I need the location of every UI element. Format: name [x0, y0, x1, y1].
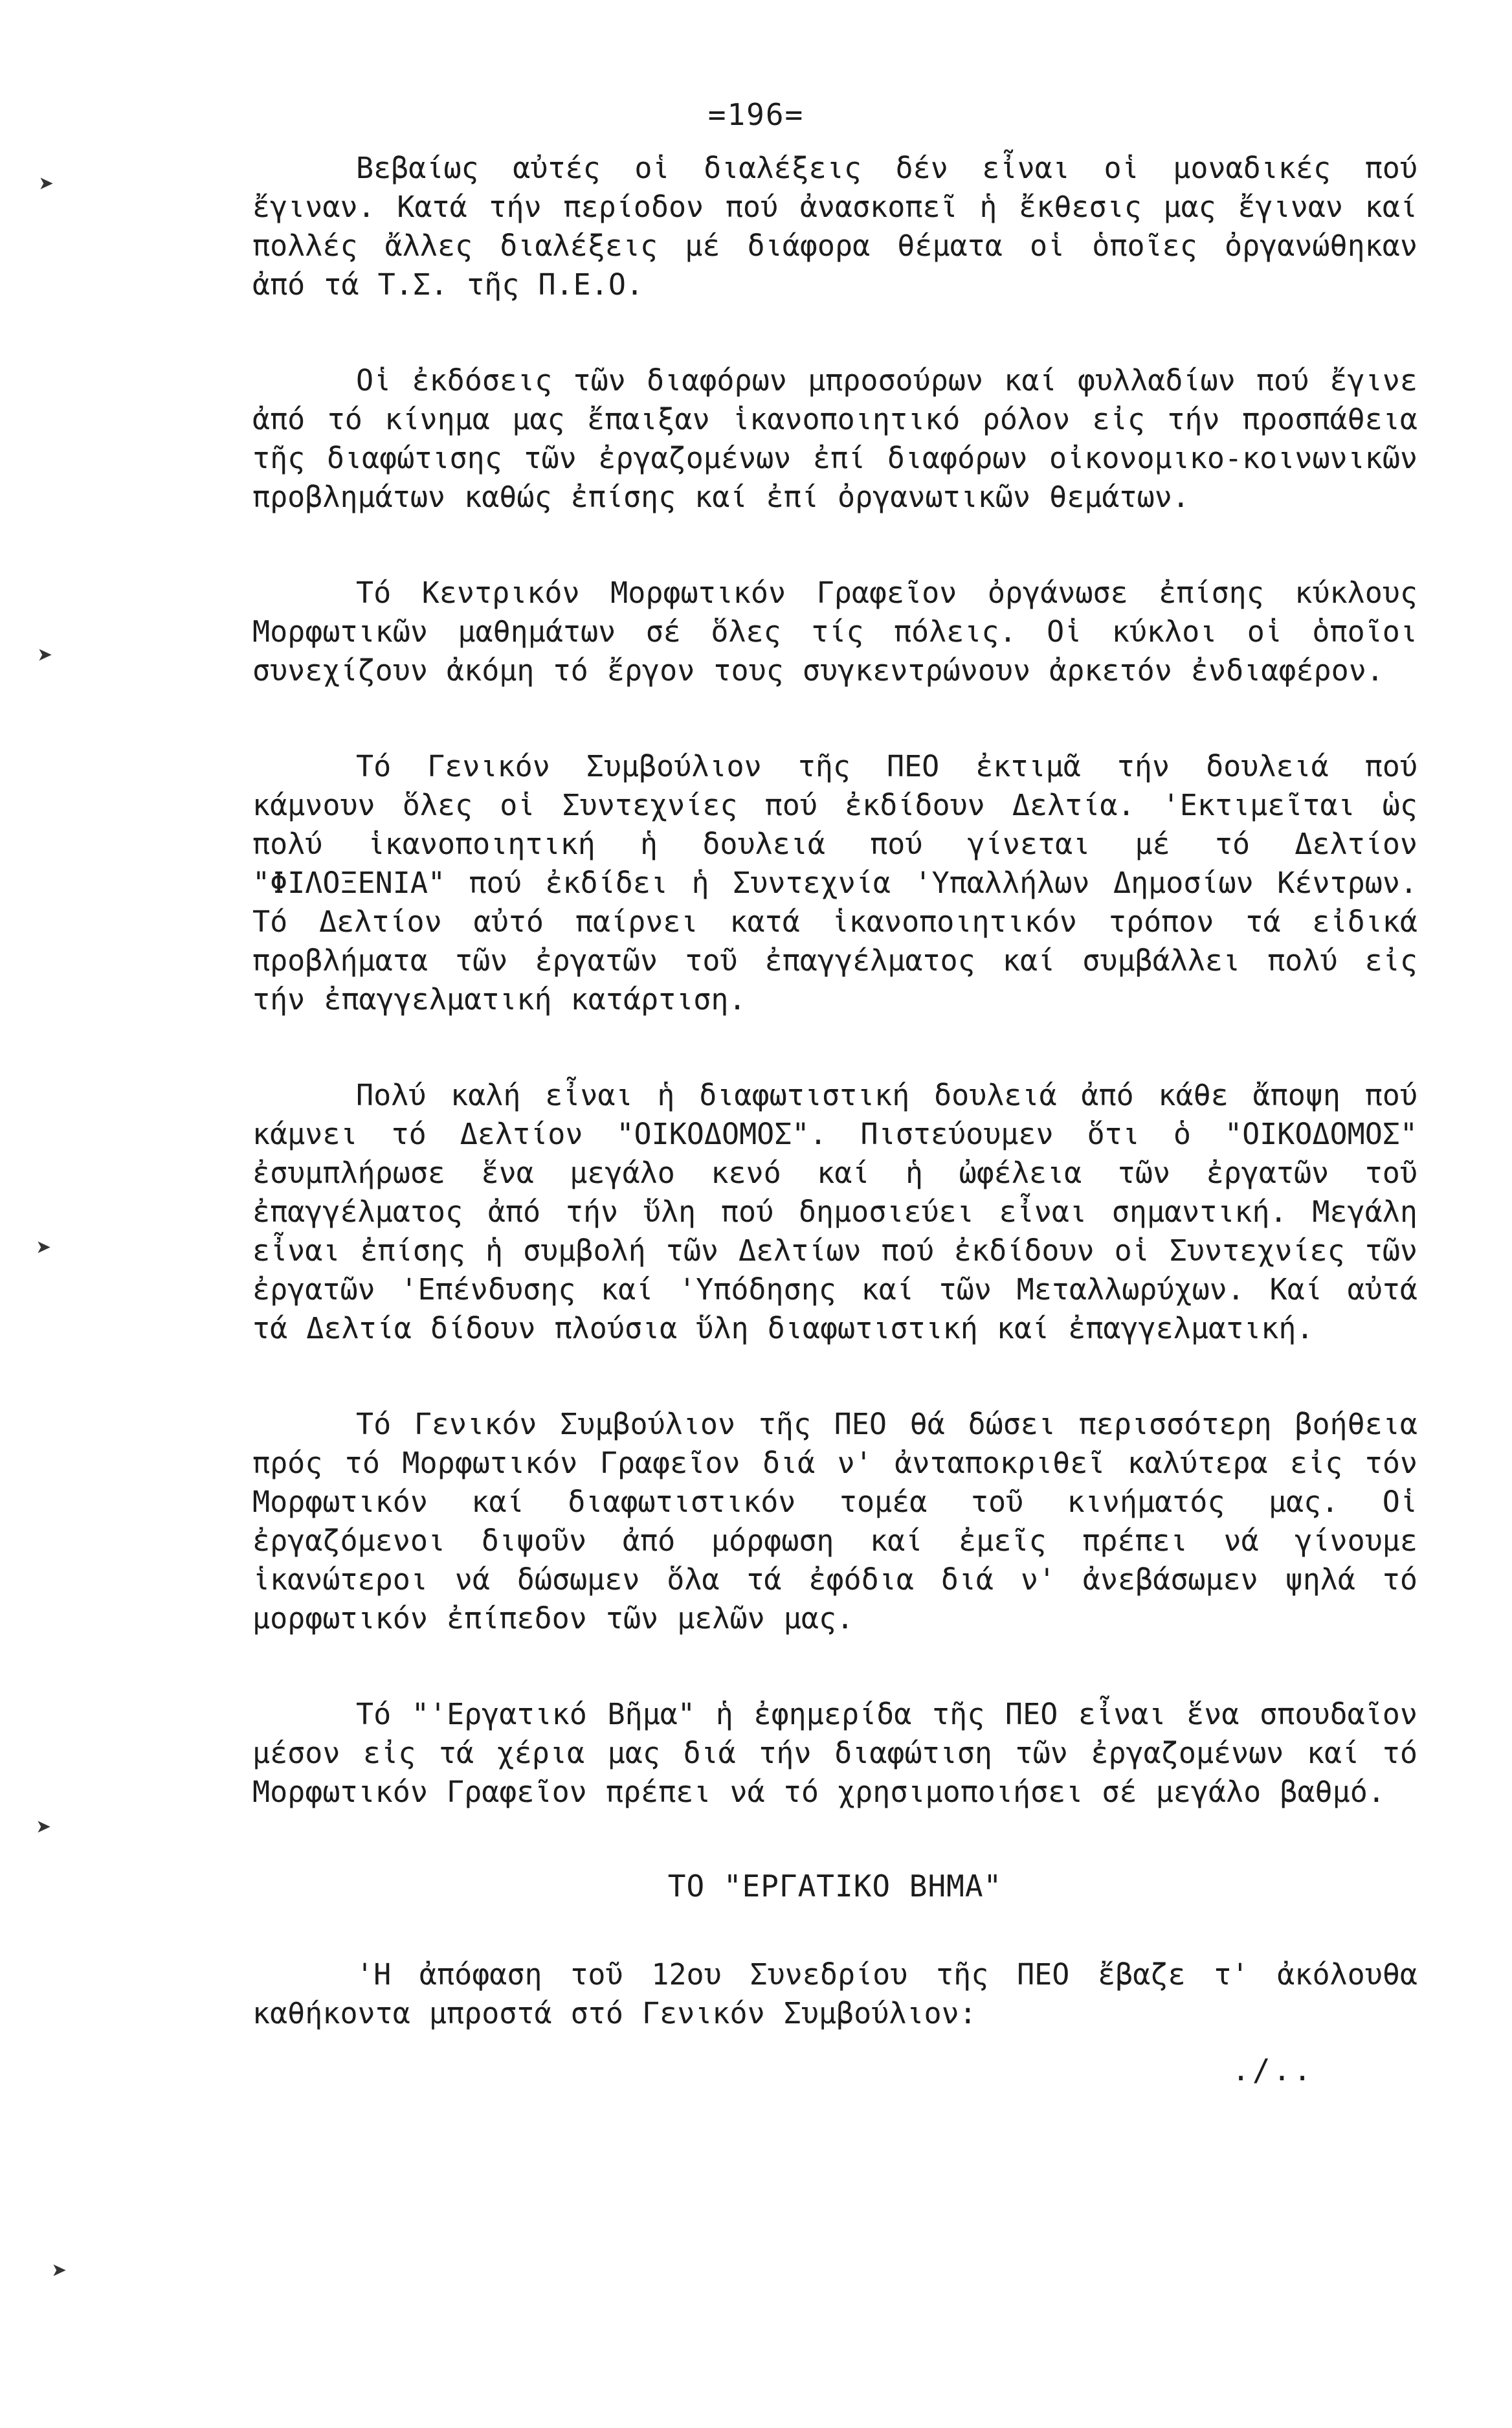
paragraph: Πολύ καλή εἶναι ἡ διαφωτιστική δουλειά ἀπό κάθε ἄποψη πού κάμνει τό Δελτίον "ΟΙΚΟΔΟΜΟΣ". Πιστεύουμεν ὅτι ὁ "ΟΙΚΟΔΟΜΟΣ" ἐσυμπλήρωσε ἕνα μεγάλο κενό καί ἡ ὠφέλεια τῶν ἐργατῶν τοῦ ἐπαγγέλματος ἀπό τήν ὕλη πού δημοσιεύει εἶναι σημαντική. Μεγάλη εἶναι ἐπίσης ἡ συμβολή τῶν Δελτίων πού ἐκδίδουν οἱ Συντεχνίες τῶν ἐργατῶν 'Επένδυσης καί 'Υπόδησης καί τῶν Μεταλλωρύχων. Καί αὐτά τά Δελτία δίδουν πλούσια ὕλη διαφωτιστική καί ἐπαγγελματική. — [252, 1078, 1418, 1345]
paragraph: 'Η ἀπόφαση τοῦ 12ου Συνεδρίου τῆς ΠΕΟ ἔβαζε τ' ἀκόλουθα καθήκοντα μπροστά στό Γενικόν Συμβούλιον: — [252, 1957, 1418, 2030]
margin-arrow-icon: ➤ — [52, 2256, 68, 2286]
paragraph: Οἱ ἐκδόσεις τῶν διαφόρων μπροσούρων καί φυλλαδίων πού ἔγινε ἀπό τό κίνημα μας ἔπαιξαν ἱκανοποιητικό ρόλον εἰς τήν προσπάθεια τῆς διαφώτισης τῶν ἐργαζομένων ἐπί διαφόρων οἰκονομικο-κοινωνικῶν προβλημάτων καθώς ἐπίσης καί ἐπί ὀργανωτικῶν θεμάτων. — [252, 363, 1418, 514]
paragraph: Τό Γενικόν Συμβούλιον τῆς ΠΕΟ θά δώσει περισσότερη βοήθεια πρός τό Μορφωτικόν Γραφεῖον διά ν' ἀνταποκριθεῖ καλύτερα εἰς τόν Μορφωτικόν καί διαφωτιστικόν τομέα τοῦ κινήματός μας. Οἱ ἐργαζόμενοι διψοῦν ἀπό μόρφωση καί ἐμεῖς πρέπει νά γίνουμε ἱκανώτεροι νά δώσωμεν ὅλα τά ἐφόδια διά ν' ἀνεβάσωμεν ψηλά τό μορφωτικόν ἐπίπεδον τῶν μελῶν μας. — [252, 1407, 1418, 1636]
document-body — [252, 149, 1418, 2087]
paragraph: Τό Κεντρικόν Μορφωτικόν Γραφεῖον ὀργάνωσε ἐπίσης κύκλους Μορφωτικῶν μαθημάτων σέ ὅλες τίς πόλεις. Οἱ κύκλοι οἱ ὁποῖοι συνεχίζουν ἀκόμη τό ἔργον τους συγκεντρώνουν ἀρκετόν ἐνδιαφέρον. — [252, 576, 1418, 688]
page-number: =196= — [707, 97, 805, 132]
paragraph: Τό "'Εργατικό Βῆμα" ἡ ἐφημερίδα τῆς ΠΕΟ εἶναι ἕνα σπουδαῖον μέσον εἰς τά χέρια μας διά τήν διαφώτιση τῶν ἐργαζομένων καί τό Μορφωτικόν Γραφεῖον πρέπει νά τό χρησιμοποιήσει σέ μεγάλο βαθμό. — [252, 1697, 1418, 1809]
paragraph: Βεβαίως αὐτές οἱ διαλέξεις δέν εἶναι οἱ μοναδικές πού ἔγιναν. Κατά τήν περίοδον πού ἀνασκοπεῖ ἡ ἔκθεσις μας ἔγιναν καί πολλές ἄλλες διαλέξεις μέ διάφορα θέματα οἱ ὁποῖες ὀργανώθηκαν ἀπό τά Τ.Σ. τῆς Π.Ε.Ο. — [252, 151, 1418, 302]
paragraph: Τό Γενικόν Συμβούλιον τῆς ΠΕΟ ἐκτιμᾶ τήν δουλειά πού κάμνουν ὅλες οἱ Συντεχνίες πού ἐκδίδουν Δελτία. 'Εκτιμεῖται ὡς πολύ ἱκανοποιητική ἡ δουλειά πού γίνεται μέ τό Δελτίον "ΦΙΛΟΞΕΝΙΑ" πού ἐκδίδει ἡ Συντεχνία 'Υπαλλήλων Δημοσίων Κέντρων. Τό Δελτίον αὐτό παίρνει κατά ἱκανοποιητικόν τρόπον τά εἰδικά προβλήματα τῶν ἐργατῶν τοῦ ἐπαγγέλματος καί συμβάλλει πολύ εἰς τήν ἐπαγγελματική κατάρτιση. — [252, 749, 1418, 1017]
margin-arrow-icon: ➤ — [38, 641, 54, 671]
section-heading: ΤΟ "ΕΡΓΑΤΙΚΟ ΒΗΜΑ" — [667, 1869, 1003, 1904]
margin-arrow-icon: ➤ — [36, 1233, 52, 1263]
margin-arrow-icon: ➤ — [39, 170, 55, 199]
continuation-mark: ./.. — [1232, 2052, 1314, 2087]
margin-arrow-icon: ➤ — [36, 1813, 52, 1843]
